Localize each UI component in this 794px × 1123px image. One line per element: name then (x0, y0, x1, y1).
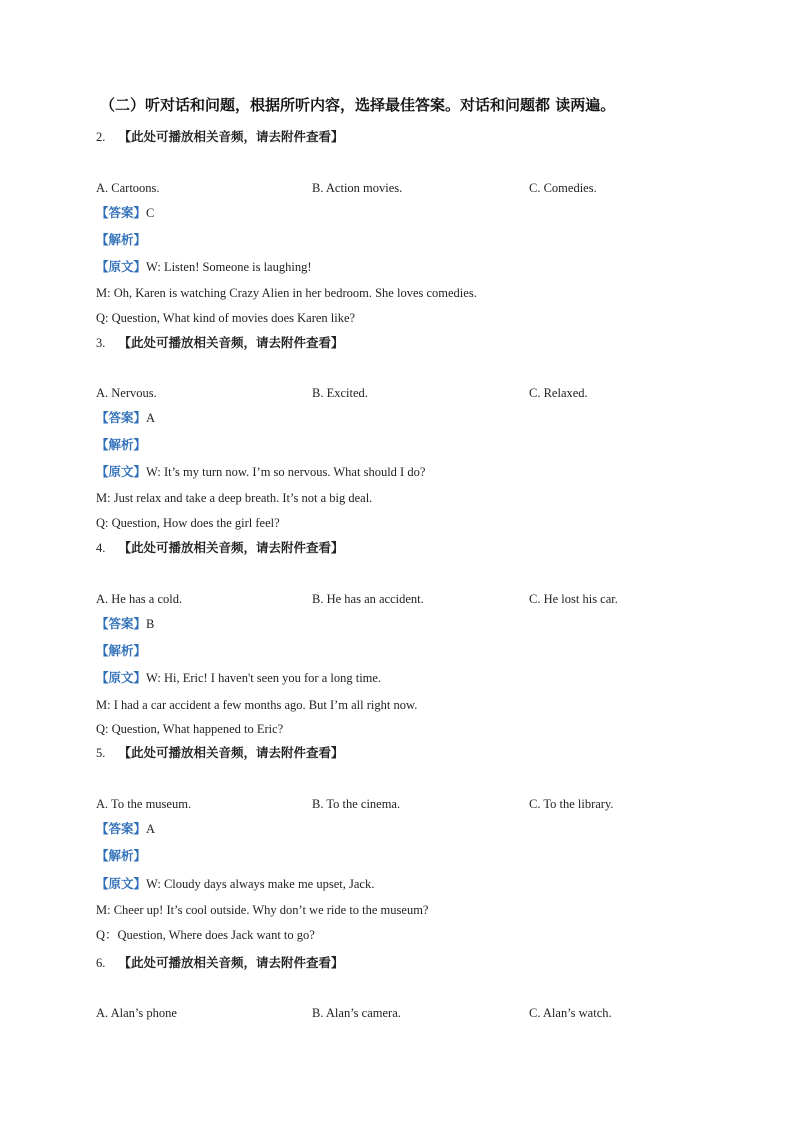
option-b: B. Excited. (312, 386, 368, 400)
answer-value: A (146, 411, 156, 425)
option-a: A. Nervous. (96, 386, 157, 400)
audio-note: 【此处可播放相关音频，请去附件查看】 (118, 540, 344, 555)
original-w: W: It’s my turn now. I’m so nervous. What should I do? (146, 465, 426, 479)
analysis-tag: 【解析】 (96, 232, 147, 247)
section-title: （二）听对话和问题，根据所听内容，选择最佳答案。对话和问题都 读两遍。 (100, 96, 616, 114)
dialogue-q: Q：Question, Where does Jack want to go? (96, 928, 315, 942)
dialogue-m: M: Oh, Karen is watching Crazy Alien in her bedroom. She loves comedies. (96, 286, 477, 300)
dialogue-m: M: I had a car accident a few months ago. But I’m all right now. (96, 698, 418, 712)
dialogue-q: Q: Question, How does the girl feel? (96, 516, 280, 530)
answer-line (96, 821, 155, 837)
answer-tag: 【答案】 (96, 616, 147, 631)
option-c: C. To the library. (529, 797, 614, 811)
option-c: C. Relaxed. (529, 386, 588, 400)
original-line (96, 670, 381, 686)
original-w: W: Listen! Someone is laughing! (146, 260, 312, 274)
answer-line (96, 205, 154, 221)
analysis-tag: 【解析】 (96, 848, 147, 863)
analysis-tag: 【解析】 (96, 437, 147, 452)
option-c: C. He lost his car. (529, 592, 618, 606)
question-2-header (96, 129, 344, 145)
original-line (96, 464, 425, 480)
answer-line (96, 410, 155, 426)
question-number: 6. (96, 956, 106, 970)
analysis-line (96, 232, 146, 248)
audio-note: 【此处可播放相关音频，请去附件查看】 (118, 955, 344, 970)
question-number: 5. (96, 746, 106, 760)
analysis-line (96, 848, 146, 864)
audio-note: 【此处可播放相关音频，请去附件查看】 (118, 129, 344, 144)
option-b: B. To the cinema. (312, 797, 401, 811)
original-w: W: Hi, Eric! I haven't seen you for a long time. (146, 671, 382, 685)
answer-tag: 【答案】 (96, 821, 147, 836)
original-line (96, 259, 312, 275)
answer-value: B (146, 617, 155, 631)
question-5-header (96, 745, 344, 761)
dialogue-m: M: Just relax and take a deep breath. It’s not a big deal. (96, 491, 373, 505)
audio-note: 【此处可播放相关音频，请去附件查看】 (118, 335, 344, 350)
question-number: 2. (96, 130, 106, 144)
option-b: B. Alan’s camera. (312, 1006, 401, 1020)
original-tag: 【原文】 (96, 464, 147, 479)
question-3-header (96, 335, 344, 351)
option-b: B. He has an accident. (312, 592, 424, 606)
answer-tag: 【答案】 (96, 205, 147, 220)
dialogue-q: Q: Question, What kind of movies does Karen like? (96, 311, 356, 325)
answer-tag: 【答案】 (96, 410, 147, 425)
question-number: 3. (96, 336, 106, 350)
option-c: C. Comedies. (529, 181, 597, 195)
analysis-tag: 【解析】 (96, 643, 147, 658)
original-w: W: Cloudy days always make me upset, Jack. (146, 877, 375, 891)
analysis-line (96, 437, 146, 453)
original-line (96, 876, 374, 892)
answer-line (96, 616, 154, 632)
dialogue-q: Q: Question, What happened to Eric? (96, 722, 284, 736)
question-number: 4. (96, 541, 106, 555)
original-tag: 【原文】 (96, 259, 147, 274)
audio-note: 【此处可播放相关音频，请去附件查看】 (118, 745, 344, 760)
original-tag: 【原文】 (96, 670, 147, 685)
question-4-header (96, 540, 344, 556)
option-a: A. Alan’s phone (96, 1006, 177, 1020)
option-c: C. Alan’s watch. (529, 1006, 612, 1020)
answer-value: C (146, 206, 155, 220)
option-a: A. He has a cold. (96, 592, 183, 606)
option-b: B. Action movies. (312, 181, 403, 195)
dialogue-m: M: Cheer up! It’s cool outside. Why don’t we ride to the museum? (96, 903, 429, 917)
original-tag: 【原文】 (96, 876, 147, 891)
analysis-line (96, 643, 146, 659)
answer-value: A (146, 822, 156, 836)
question-6-header (96, 955, 344, 971)
option-a: A. Cartoons. (96, 181, 160, 195)
option-a: A. To the museum. (96, 797, 192, 811)
